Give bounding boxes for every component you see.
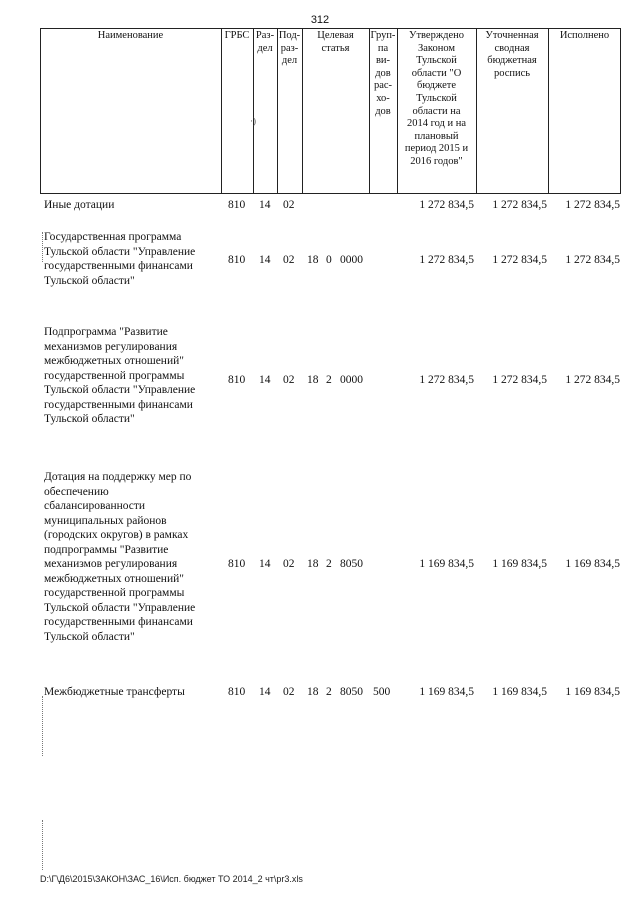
row-cs1: 18 xyxy=(307,558,319,570)
row-refined: 1 272 834,5 xyxy=(492,199,547,211)
header-expense-group: Груп- па ви- дов рас- хо- дов xyxy=(370,30,396,117)
header-executed: Исполнено xyxy=(559,30,610,41)
row-approved: 1 272 834,5 xyxy=(419,254,474,266)
row-executed: 1 169 834,5 xyxy=(565,686,620,698)
row-cs2: 2 xyxy=(326,686,332,698)
row-approved: 1 272 834,5 xyxy=(419,199,474,211)
row-razdel: 14 xyxy=(259,686,271,698)
header-name: Наименование xyxy=(97,30,164,41)
header-grbs: ГРБС xyxy=(224,30,250,41)
row-executed: 1 272 834,5 xyxy=(565,254,620,266)
row-cs2: 0 xyxy=(326,254,332,266)
row-cs1: 18 xyxy=(307,254,319,266)
row-name: Подпрограмма "Развитие механизмов регулирования межбюджетных отношений" государственной программы Тульской области "Управление государственными финансами Тульской области" xyxy=(44,326,196,425)
row-expense-type: 500 xyxy=(373,686,391,698)
header-razdel: Раз- дел xyxy=(255,30,275,54)
row-approved: 1 169 834,5 xyxy=(419,558,474,570)
row-cs3: 8050 xyxy=(340,558,363,570)
row-podrazdel: 02 xyxy=(283,254,295,266)
row-cs3: 0000 xyxy=(340,254,363,266)
scan-artifact xyxy=(42,232,43,262)
header-podrazdel: Под- раз- дел xyxy=(278,30,301,67)
row-razdel: 14 xyxy=(259,254,271,266)
scan-artifact xyxy=(42,696,43,756)
row-grbs: 810 xyxy=(228,374,246,386)
row-approved: 1 169 834,5 xyxy=(419,686,474,698)
scan-artifact xyxy=(42,820,43,870)
row-grbs: 810 xyxy=(228,254,246,266)
row-refined: 1 272 834,5 xyxy=(492,254,547,266)
row-executed: 1 272 834,5 xyxy=(565,374,620,386)
row-cs2: 2 xyxy=(326,374,332,386)
row-podrazdel: 02 xyxy=(283,558,295,570)
row-name: Иные дотации xyxy=(44,199,115,211)
row-cs1: 18 xyxy=(307,686,319,698)
row-cs3: 0000 xyxy=(340,374,363,386)
row-podrazdel: 02 xyxy=(283,374,295,386)
row-razdel: 14 xyxy=(259,374,271,386)
row-executed: 1 272 834,5 xyxy=(565,199,620,211)
row-name: Дотация на поддержку мер по обеспечению сбалансированности муниципальных районов (городских округов) в рамках подпрограммы "Развитие механизмов регулирования межбюджетных отношений" государственной программы Тульской области "Управление государственными финансами Тульской области" xyxy=(44,471,196,643)
row-executed: 1 169 834,5 xyxy=(565,558,620,570)
row-name: Государственная программа Тульской области "Управление государственными финансами Тульской области" xyxy=(44,231,196,287)
row-razdel: 14 xyxy=(259,558,271,570)
row-refined: 1 169 834,5 xyxy=(492,558,547,570)
header-target-article: Целевая статья xyxy=(317,30,354,54)
header-divider xyxy=(548,28,549,194)
row-refined: 1 169 834,5 xyxy=(492,686,547,698)
header-divider xyxy=(221,28,222,194)
row-grbs: 810 xyxy=(228,686,246,698)
scan-mark: ·) xyxy=(250,116,256,126)
row-cs3: 8050 xyxy=(340,686,363,698)
page-number: 312 xyxy=(310,14,330,26)
file-path-footer: D:\Г\Д6\2015\ЗАКОН\ЗАС_16\Исп. бюджет ТО 2014_2 чт\pr3.xls xyxy=(40,874,303,884)
header-refined: Уточненная сводная бюджетная роспись xyxy=(485,30,539,79)
row-cs1: 18 xyxy=(307,374,319,386)
row-cs2: 2 xyxy=(326,558,332,570)
row-grbs: 810 xyxy=(228,558,246,570)
row-name: Межбюджетные трансферты xyxy=(44,686,185,698)
row-grbs: 810 xyxy=(228,199,246,211)
row-podrazdel: 02 xyxy=(283,686,295,698)
header-approved: Утверждено Законом Тульской области "О бюджете Тульской области на 2014 год и на плановый период 2015 и 2016 годов" xyxy=(404,30,469,167)
row-razdel: 14 xyxy=(259,199,271,211)
row-podrazdel: 02 xyxy=(283,199,295,211)
row-refined: 1 272 834,5 xyxy=(492,374,547,386)
row-approved: 1 272 834,5 xyxy=(419,374,474,386)
